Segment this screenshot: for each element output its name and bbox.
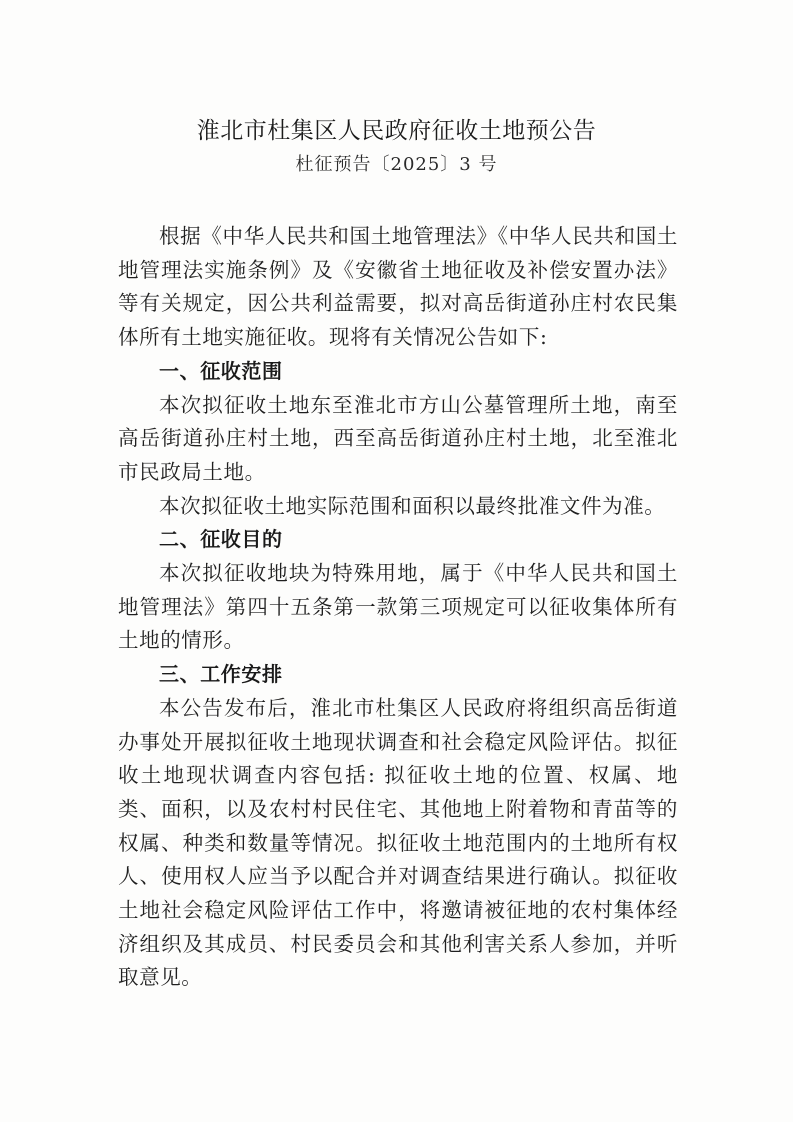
section-paragraph: 本公告发布后，淮北市杜集区人民政府将组织高岳街道办事处开展拟征收土地现状调查和社会稳定风险评估。拟征收土地现状调查内容包括: 拟征收土地的位置、权属、地类、面积，以及农村村民住宅、其他地上附着物和青苗等的权属、种类和数量等情况。拟征收土地范围内的土地所有权人、使用权人应当予以配合并对调查结果进行确认。拟征收土地社会稳定风险评估工作中，将邀请被征地的农村集体经济组织及其成员、村民委员会和其他利害关系人参加，并听取意见。 xyxy=(118,695,678,990)
section-heading-purpose: 二、征收目的 xyxy=(159,527,283,552)
section-heading-arrangement: 三、工作安排 xyxy=(159,662,283,687)
section-paragraph: 本次拟征收土地东至淮北市方山公墓管理所土地，南至高岳街道孙庄村土地，西至高岳街道孙庄村土地，北至淮北市民政局土地。 xyxy=(118,392,678,484)
section-paragraph: 本次拟征收土地实际范围和面积以最终批准文件为准。 xyxy=(159,493,666,518)
document-body xyxy=(118,220,678,995)
document-number: 杜征预告〔2025〕3 号 xyxy=(295,154,498,175)
section-heading-scope: 一、征收范围 xyxy=(159,358,283,383)
section-paragraph: 本次拟征收地块为特殊用地，属于《中华人民共和国土地管理法》第四十五条第一款第三项规定可以征收集体所有土地的情形。 xyxy=(118,561,678,653)
document-title: 淮北市杜集区人民政府征收土地预公告 xyxy=(196,118,597,144)
intro-paragraph: 根据《中华人民共和国土地管理法》《中华人民共和国土地管理法实施条例》及《安徽省土地征收及补偿安置办法》等有关规定，因公共利益需要，拟对高岳街道孙庄村农民集体所有土地实施征收。现将有关情况公告如下: xyxy=(118,224,678,350)
